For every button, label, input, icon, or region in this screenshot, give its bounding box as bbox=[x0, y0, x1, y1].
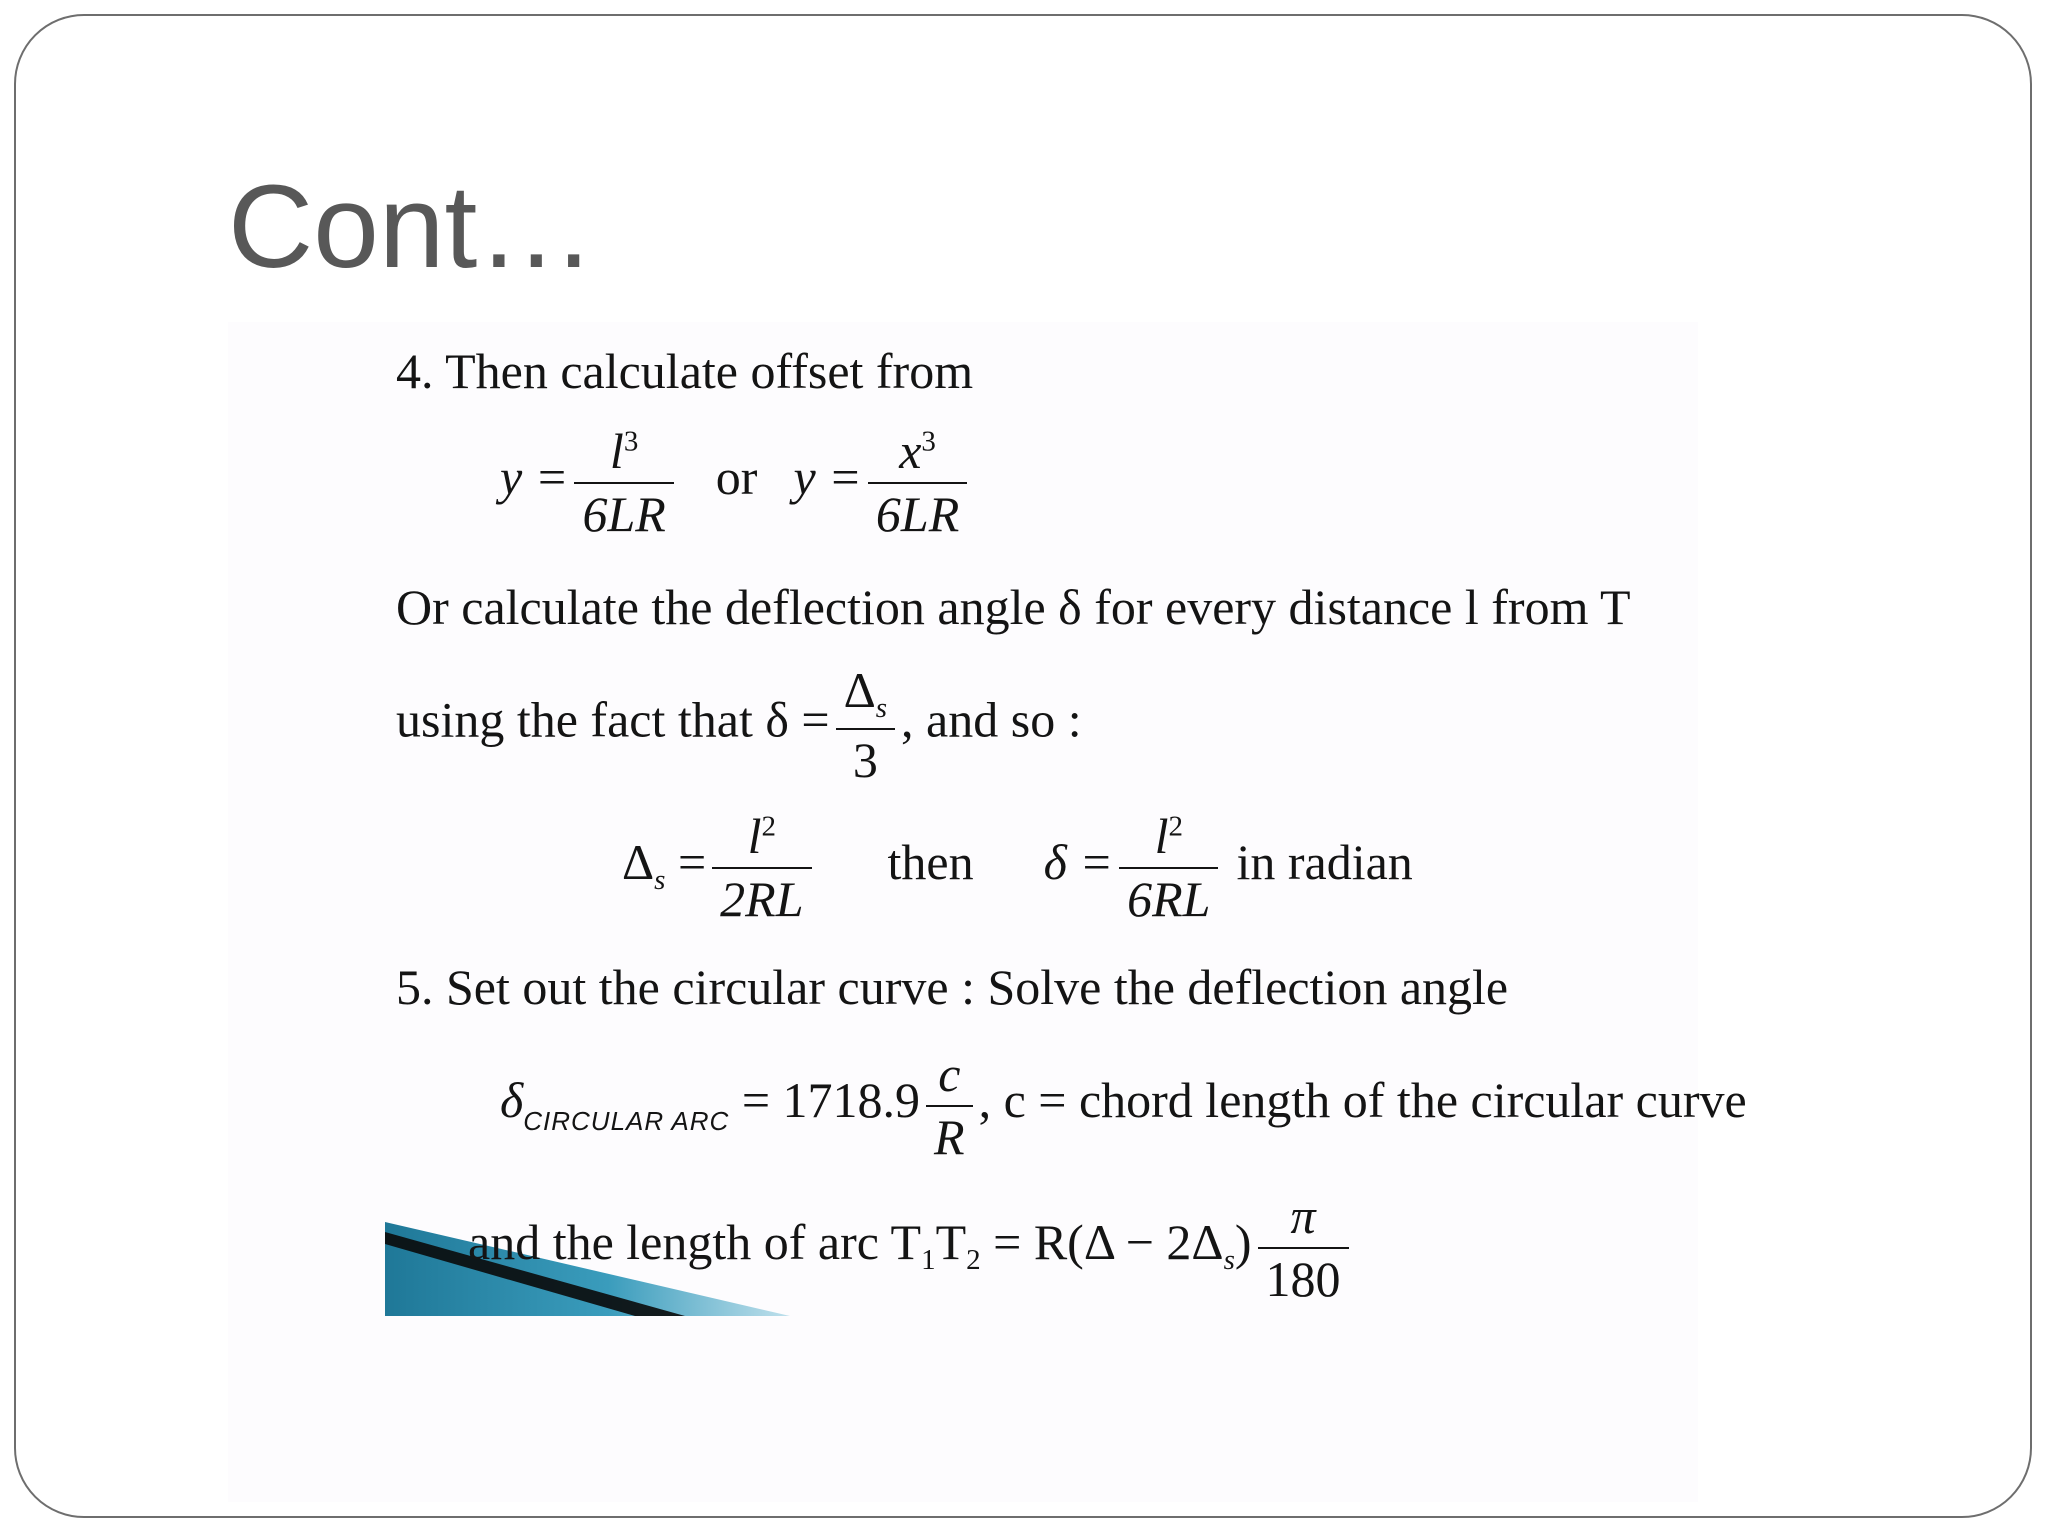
eq3-subscript: CIRCULAR ARC bbox=[523, 1105, 730, 1136]
circular-arc-equation bbox=[500, 1048, 1747, 1163]
eq2-den-1: 2RL bbox=[712, 867, 811, 926]
eq3-equals: = 1718.9 bbox=[729, 1071, 921, 1128]
eq2-num-2: l bbox=[1154, 808, 1169, 864]
eq2-delta: δ = bbox=[1043, 833, 1114, 890]
eq3-num: c bbox=[938, 1046, 961, 1102]
eq4-sub-1: 1 bbox=[921, 1244, 936, 1277]
eq2-delta-s: Δ bbox=[622, 833, 655, 890]
fact-num: Δ bbox=[843, 662, 876, 718]
eq1-num-2: x bbox=[899, 423, 922, 479]
fact-den: 3 bbox=[836, 728, 895, 787]
eq4-den: 180 bbox=[1258, 1247, 1349, 1306]
delta-s-equation bbox=[622, 810, 1413, 925]
eq3-delta: δ bbox=[500, 1071, 524, 1128]
fact-equation bbox=[396, 664, 1082, 786]
eq2-eq: = bbox=[677, 833, 707, 890]
eq4-mid: T bbox=[935, 1213, 967, 1270]
eq1-lhs-2: y = bbox=[793, 448, 862, 505]
fact-num-sub: s bbox=[875, 692, 888, 725]
eq2-den-2: 6RL bbox=[1119, 867, 1218, 926]
eq3-suffix: , c = chord length of the circular curve bbox=[978, 1071, 1747, 1128]
eq1-fraction-1 bbox=[574, 425, 673, 540]
eq1-num-1-exp: 3 bbox=[623, 425, 639, 458]
eq4-fraction bbox=[1258, 1190, 1349, 1305]
eq1-or: or bbox=[715, 448, 758, 505]
step5-text: 5. Set out the circular curve : Solve the deflection angle bbox=[396, 959, 1509, 1015]
eq2-num-2-exp: 2 bbox=[1168, 810, 1183, 843]
eq1-num-1: l bbox=[609, 423, 624, 479]
fact-prefix: using the fact that δ = bbox=[396, 691, 830, 748]
step4-text: 4. Then calculate offset from bbox=[396, 343, 974, 399]
eq3-fraction bbox=[926, 1048, 973, 1163]
arc-length-equation bbox=[468, 1190, 1355, 1305]
eq2-fraction-1 bbox=[712, 810, 811, 925]
eq4-prefix: and the length of arc T bbox=[468, 1213, 922, 1270]
eq4-sub-s: s bbox=[1223, 1244, 1235, 1277]
eq1-lhs-1: y = bbox=[500, 448, 569, 505]
eq4-eq: = R(Δ − 2Δ bbox=[980, 1213, 1224, 1270]
eq2-delta-s-sub: s bbox=[654, 864, 666, 897]
eq1-den-2: 6LR bbox=[868, 482, 967, 541]
slide-title: Cont… bbox=[228, 161, 596, 293]
eq1-fraction-2 bbox=[868, 425, 967, 540]
eq1-num-2-exp: 3 bbox=[921, 425, 936, 458]
fact-suffix: , and so : bbox=[901, 691, 1082, 748]
fact-fraction bbox=[836, 664, 895, 786]
deflection-text: Or calculate the deflection angle δ for every distance l from T bbox=[396, 579, 1631, 635]
eq2-then: then bbox=[887, 833, 974, 890]
eq2-fraction-2 bbox=[1119, 810, 1218, 925]
eq2-num-1: l bbox=[747, 808, 762, 864]
eq4-close: ) bbox=[1234, 1213, 1252, 1270]
offset-equation bbox=[500, 425, 973, 540]
eq4-sub-2: 2 bbox=[966, 1244, 981, 1277]
eq1-den-1: 6LR bbox=[574, 482, 673, 541]
eq2-unit: in radian bbox=[1236, 833, 1413, 890]
eq2-num-1-exp: 2 bbox=[761, 810, 777, 843]
eq3-den: R bbox=[926, 1105, 973, 1164]
eq4-num: π bbox=[1290, 1188, 1316, 1244]
